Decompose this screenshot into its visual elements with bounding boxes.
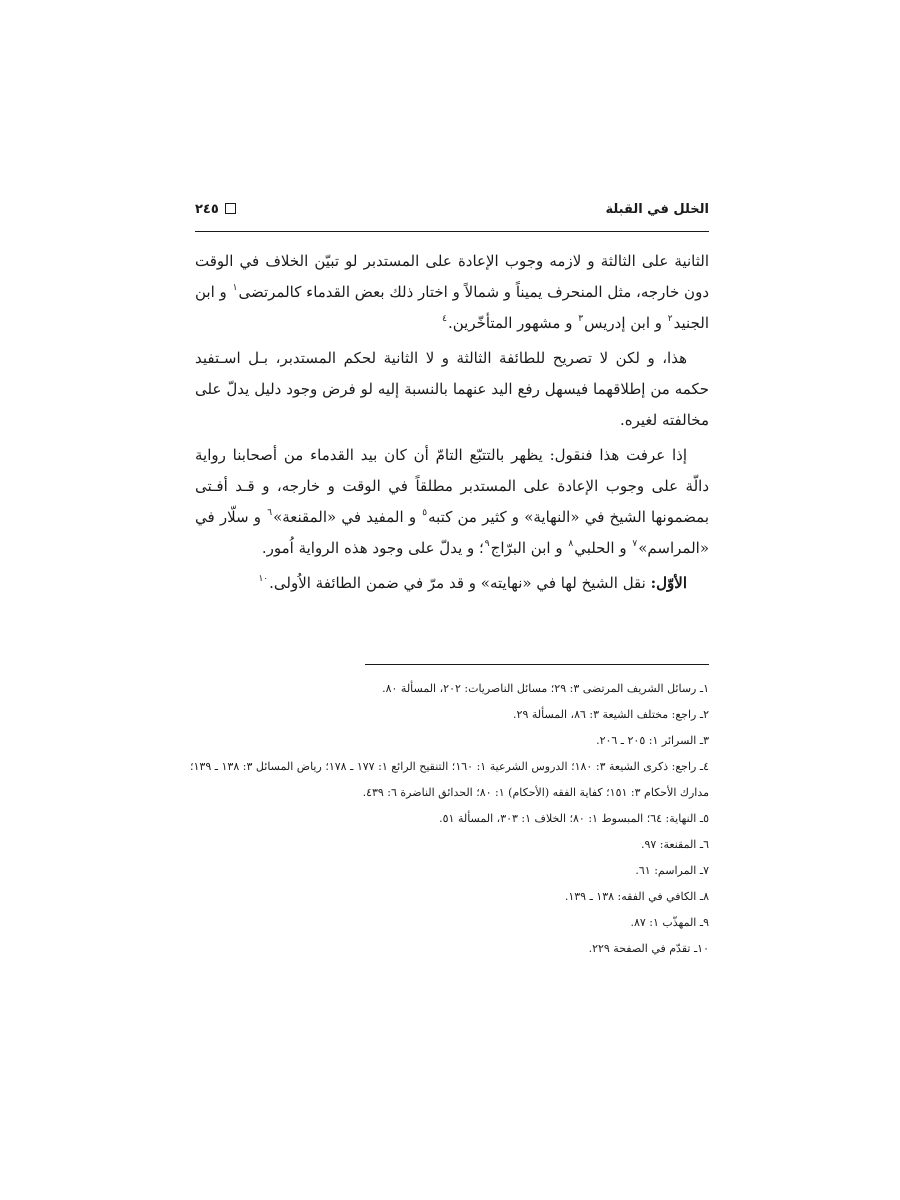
text-run: هذا، و لكن لا تصريح للطائفة الثالثة و لا الثانية لحكم المستدبر، بـل اسـتفيد حكمه من إطلاقهما فيسهل رفع اليد عنهما بالنسبة إليه لو فرض وجود دليل يدلّ على مخالفته لغيره. (195, 349, 709, 429)
footnote-item: ٩ـ المهذّب ١: ٨٧. (630, 916, 709, 929)
footnote-item: ١٠ـ تقدّم في الصفحة ٢٢٩. (588, 942, 709, 955)
footnote-marker: ٩ (484, 539, 490, 549)
text-run: ؛ و يدلّ على وجود هذه الرواية اُمور. (261, 539, 484, 557)
page-number: ٢٤٥ (195, 202, 219, 217)
footnote-item: ٦ـ المقنعة: ٩٧. (640, 838, 709, 851)
footnote-marker: ٣ (578, 314, 584, 324)
text-run: و ابن إدريس (584, 314, 667, 332)
footnote-marker: ٥ (422, 508, 428, 518)
footnote-marker: ٨ (568, 539, 574, 549)
footnote-item: ٢ـ راجع: مختلف الشيعة ٣: ٨٦، المسألة ٢٩. (513, 708, 709, 721)
text-run: و الحلبي (574, 539, 632, 557)
paragraph (195, 440, 709, 564)
footnote-item: ٣ـ السرائر ١: ٢٠٥ ـ ٢٠٦. (596, 734, 709, 747)
text-run: و مشهور المتأخّرين. (447, 314, 578, 332)
footnote-marker: ٢ (667, 314, 673, 324)
text-run: و المفيد في «المقنعة» (273, 508, 422, 526)
footnote-marker: ٦ (267, 508, 273, 518)
footnote-marker: ٤ (442, 314, 447, 324)
footnote-item: ٧ـ المراسم: ٦١. (635, 864, 709, 877)
header-divider (195, 231, 709, 232)
paragraph (195, 568, 709, 599)
bold-lead: الأوّل: (650, 574, 687, 592)
text-run: نقل الشيخ لها في «نهايته» و قد مرّ في ضمن الطائفة الاُولى. (269, 574, 651, 592)
footnote-item: ٨ـ الكافي في الفقه: ١٣٨ ـ ١٣٩. (564, 890, 709, 903)
paragraph (195, 343, 709, 436)
page-number-block (195, 202, 236, 217)
footnote-marker: ١ (232, 283, 238, 293)
text-run: إذا عرفت هذا فنقول: يظهر بالتتبّع التامّ أن كان بيد القدماء من أصحابنا رواية دالّة على وجوب الإعادة على المستدبر مطلقاً في الوقت و خارجه، و قـد أفـتى بمضمونها الشيخ في «النهاية» و كثير من كتبه (195, 446, 709, 526)
paragraph (195, 246, 709, 339)
text-run: و سلّار في «المراسم» (195, 508, 709, 557)
footnotes (190, 676, 709, 962)
square-bullet-icon (225, 203, 236, 214)
text-run: و ابن البرّاج (490, 539, 568, 557)
footnote-item: ١ـ رسائل الشريف المرتضى ٣: ٢٩؛ مسائل الناصريات: ٢٠٢، المسألة ٨٠. (382, 682, 709, 695)
footnote-divider (365, 664, 709, 665)
running-title: الخلل في القبلة (605, 202, 709, 217)
footnote-item: ٥ـ النهاية: ٦٤؛ المبسوط ١: ٨٠؛ الخلاف ١: ٣٠٣، المسألة ٥١. (439, 812, 709, 825)
text-run: و ابن الجنيد (195, 283, 709, 332)
footnote-marker: ٧ (632, 539, 638, 549)
footnote-marker: ١٠ (258, 574, 269, 584)
running-header (195, 200, 709, 224)
main-text (195, 246, 709, 603)
text-run: الثانية على الثالثة و لازمه وجوب الإعادة على المستدبر لو تبيّن الخلاف في الوقت دون خارجه، مثل المنحرف يميناً و شمالاً و اختار ذلك بعض القدماء كالمرتضى (195, 252, 709, 301)
footnote-item: ٤ـ راجع: ذكرى الشيعة ٣: ١٨٠؛ الدروس الشرعية ١: ١٦٠؛ التنقيح الرائع ١: ١٧٧ ـ ١٧٨؛ رياض المسائل ٣: ١٣٨ ـ ١٣٩؛ مدارك الأحكام ٣: ١٥١؛ كفاية الفقه (الأحكام) ١: ٨٠؛ الحدائق الناضرة ٦: ٤٣٩. (190, 760, 710, 799)
